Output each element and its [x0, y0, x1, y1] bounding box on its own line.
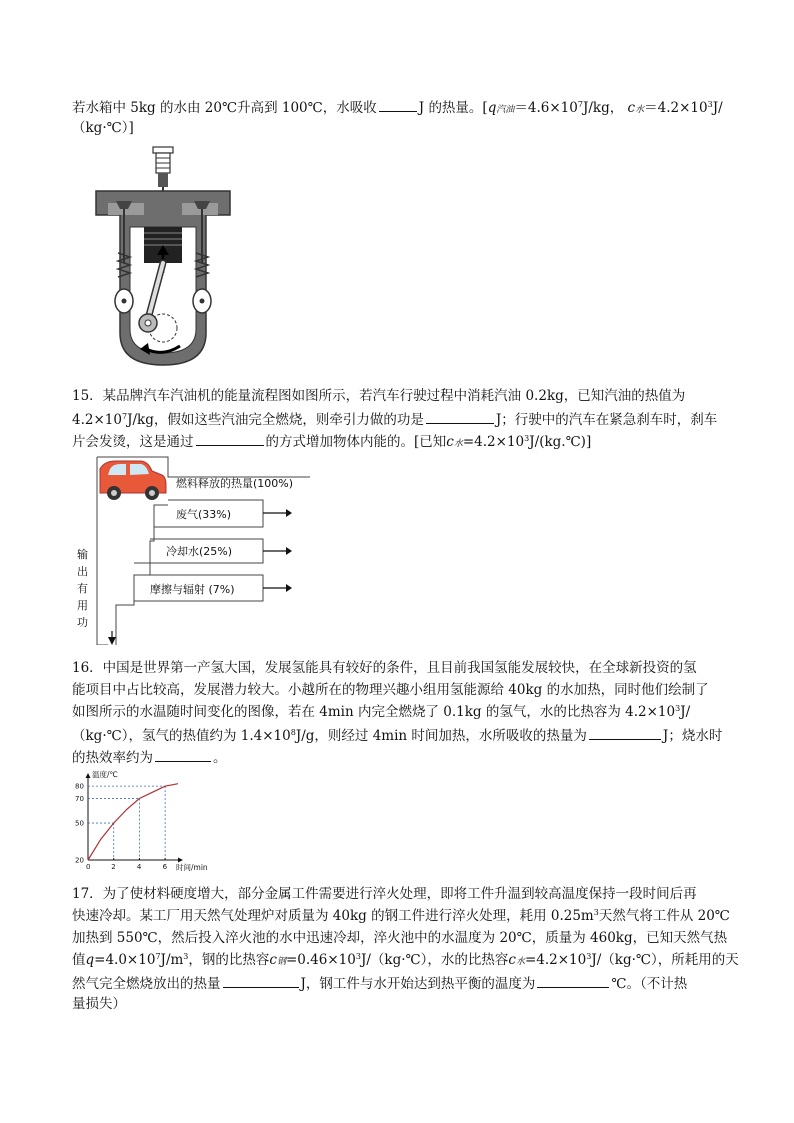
- q17-heat-blank[interactable]: [223, 973, 299, 988]
- q17-line-4: 值$q=4.0\times 10^7J/m^3$，钢的比热容c钢$=0.46\times 10^3J/(kg\cdot℃)$，水的比热容c水$=4.2\times 10^3J/(kg\cdot℃)$，所耗用的天: [72, 952, 739, 968]
- x-tick-label-6: 6: [162, 863, 168, 871]
- q17-line-6: 量损失）: [72, 996, 126, 1012]
- flow-useful-5: 功: [77, 616, 88, 629]
- q14-line-2: （kg·℃）]: [72, 120, 134, 136]
- q15-line-3: 片会发烫，这是通过 的方式增加物体内能的。[已知c水$=4.2\times 10^3J/(kg.℃)$]: [72, 431, 591, 453]
- series-line-water-temp: [88, 784, 178, 860]
- x-tick-label-4: 4: [136, 863, 142, 871]
- y-tick-label-70: 70: [75, 794, 84, 803]
- y-tick-label-80: 80: [75, 782, 84, 791]
- q16-line-3: 如图所示的水温随时间变化的图像，若在 4min 内完全燃烧了 0.1kg 的氢气，水的比热容为 $4.2\times 10^3J/$: [72, 704, 691, 720]
- flow-exhaust-label: 废气(33%): [176, 508, 232, 521]
- q17-line-2: 快速冷却。某工厂用天然气处理炉对质量为 40kg 的钢工件进行淬火处理，耗用 $0.25m^3$天然气将工件从 20℃: [72, 908, 730, 924]
- energy-flow-diagram: [70, 455, 310, 645]
- x-tick-label-0: 0: [86, 863, 91, 871]
- q17-line-5: 然气完全燃烧放出的热量 J，钢工件与水开始达到热平衡的温度为 ℃。（不计热: [72, 973, 687, 993]
- q16-line-5: 的热效率约为 。: [72, 747, 227, 767]
- flow-useful-4: 用: [77, 599, 88, 612]
- q17-line-3: 加热到 550℃，然后投入淬火池的水中迅速冷却，淬火池中的水温度为 20℃，质量为 460kg，已知天然气热: [72, 930, 728, 946]
- q14-line-1: 若水箱中 5kg 的水由 20℃升高到 100℃，水吸收 J 的热量。[q汽油$=4.6\times 10^7J/kg$， c水$=4.2\times 10^3J/$: [72, 97, 723, 119]
- flow-useful-2: 出: [77, 565, 88, 578]
- y-axis-arrow: [86, 773, 91, 778]
- q16-line-2: 能项目中占比较高，发展潜力较大。小越所在的物理兴趣小组用氢能源给 40kg 的水加热，同时他们绘制了: [72, 682, 709, 698]
- q16-heat-blank[interactable]: [589, 725, 661, 740]
- q17-line-1: 17．为了使材料硬度增大，部分金属工件需要进行淬火处理，即将工件升温到较高温度保持一段时间后再: [72, 886, 697, 902]
- x-axis-label: 时间/min: [176, 863, 208, 872]
- q14-answer-blank[interactable]: [379, 97, 417, 112]
- flow-useful-1: 输: [77, 548, 88, 561]
- q15-line-1: 15．某品牌汽车汽油机的能量流程图如图所示，若汽车行驶过程中消耗汽油 0.2kg，已知汽油的热值为: [72, 388, 686, 404]
- q15-method-blank[interactable]: [196, 431, 264, 446]
- q17-temperature-blank[interactable]: [537, 973, 609, 988]
- engine-diagram: [88, 143, 238, 373]
- y-axis-label: 温度/℃: [92, 770, 118, 779]
- q16-efficiency-blank[interactable]: [155, 747, 211, 762]
- flow-fuel-label: 燃料释放的热量(100%): [176, 477, 294, 490]
- q15-work-blank[interactable]: [426, 409, 494, 424]
- temperature-chart: [70, 768, 220, 878]
- q16-line-4: （kg·℃），氢气的热值约为 $1.4\times 10^8J/g$，则经过 4min 时间加热，水所吸收的热量为 J；烧水时: [72, 725, 722, 745]
- flow-cooling-label: 冷却水(25%): [166, 545, 233, 558]
- q15-line-2: $4.2\times 10^7J/kg$，假如这些汽油完全燃烧，则牵引力做的功是 J；行驶中的汽车在紧急刹车时，刹车: [72, 409, 717, 429]
- y-tick-label-50: 50: [75, 819, 84, 828]
- flow-useful-3: 有: [77, 582, 88, 595]
- x-tick-label-2: 2: [111, 863, 116, 871]
- q14-text: 若水箱中 5kg 的水由 20℃升高到 100℃，水吸收: [72, 100, 377, 116]
- x-axis-arrow: [178, 858, 183, 863]
- q16-line-1: 16．中国是世界第一产氢大国，发展氢能具有较好的条件，且目前我国氢能发展较快，在全球新投资的氢: [72, 660, 697, 676]
- y-tick-label-20: 20: [75, 856, 84, 865]
- flow-friction-label: 摩擦与辐射 (7%): [150, 583, 235, 596]
- car-icon: [100, 461, 166, 500]
